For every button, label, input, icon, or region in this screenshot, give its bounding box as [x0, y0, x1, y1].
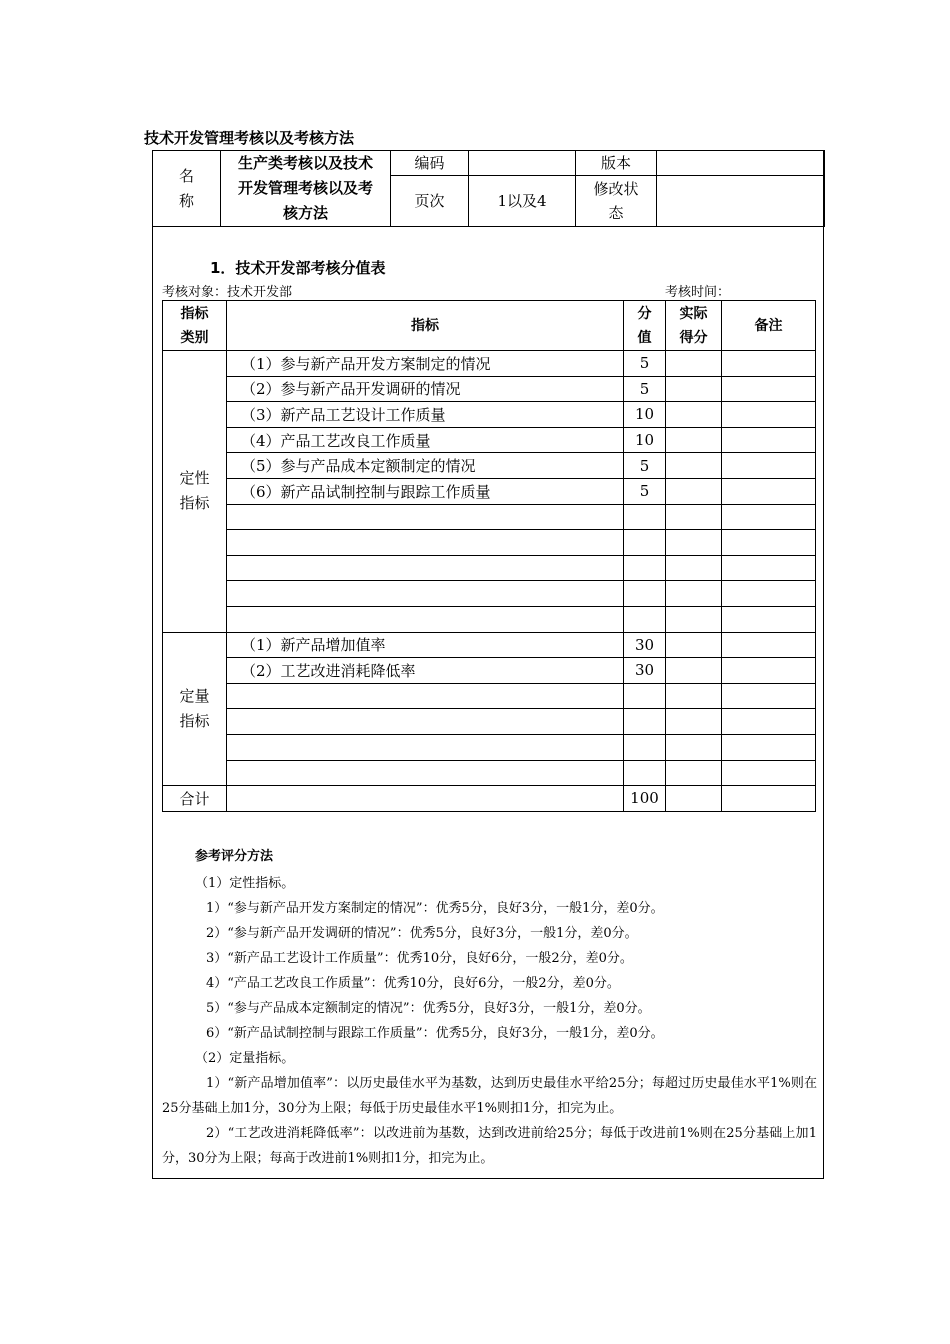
table-row-actual[interactable] [666, 427, 722, 453]
table-row-score: 5 [624, 478, 666, 504]
table-row-actual[interactable] [666, 351, 722, 377]
table-row-score: 5 [624, 351, 666, 377]
method-item: 2）“参与新产品开发调研的情况”：优秀5分，良好3分，一般1分，差0分。 [206, 926, 638, 941]
name-value [221, 151, 391, 227]
method-item: 1）“参与新产品开发方案制定的情况”：优秀5分，良好3分，一般1分，差0分。 [206, 901, 664, 916]
method-item: 6）“新产品试制控制与跟踪工作质量”：优秀5分，良好3分，一般1分，差0分。 [206, 1026, 664, 1041]
table-row-note[interactable] [722, 427, 816, 453]
table-row-score: 30 [624, 632, 666, 658]
table-row-note[interactable] [722, 632, 816, 658]
method-item: 3）“新产品工艺设计工作质量”：优秀10分，良好6分，一般2分，差0分。 [206, 951, 633, 966]
page-label: 页次 [391, 176, 469, 227]
assessment-target: 考核对象：技术开发部 [162, 285, 293, 300]
empty-row [163, 734, 816, 760]
qualitative-heading: （1）定性指标。 [195, 876, 295, 891]
code-value [469, 151, 576, 176]
total-note[interactable] [722, 786, 816, 812]
empty-row [163, 530, 816, 556]
page-value: 1以及4 [469, 176, 576, 227]
table-row-note[interactable] [722, 376, 816, 402]
total-label: 合计 [163, 786, 227, 812]
header-actual: 实际得分 [666, 301, 722, 351]
code-label: 编码 [391, 151, 469, 176]
table-row-actual[interactable] [666, 632, 722, 658]
version-value [657, 151, 825, 176]
name-value-line: 生产类考核以及技术 [237, 154, 373, 172]
header-item: 指标 [227, 301, 624, 351]
header-table [152, 150, 825, 227]
table-row-actual[interactable] [666, 376, 722, 402]
table-row-score: 5 [624, 376, 666, 402]
table-row-item: （1）新产品增加值率 [227, 632, 624, 658]
category-quantitative: 定量指标 [163, 632, 227, 786]
total-actual[interactable] [666, 786, 722, 812]
document-title: 技术开发管理考核以及考核方法 [144, 129, 355, 147]
revision-value [657, 176, 825, 227]
table-row-note[interactable] [722, 658, 816, 684]
table-row-item: （4）产品工艺改良工作质量 [227, 427, 624, 453]
table-row-note[interactable] [722, 453, 816, 479]
empty-row [163, 555, 816, 581]
table-row-item: （2）参与新产品开发调研的情况 [227, 376, 624, 402]
category-qualitative: 定性指标 [163, 351, 227, 633]
table-row-item: （2）工艺改进消耗降低率 [227, 658, 624, 684]
assessment-time: 考核时间： [665, 285, 731, 300]
version-label: 版本 [576, 151, 657, 176]
name-value-line: 开发管理考核以及考 [237, 179, 373, 197]
method-item: 4）“产品工艺改良工作质量”：优秀10分，良好6分，一般2分，差0分。 [206, 976, 620, 991]
name-value-line: 核方法 [282, 204, 328, 222]
method-title: 参考评分方法 [195, 849, 274, 864]
empty-row [163, 504, 816, 530]
score-table [162, 300, 816, 812]
table-row-note[interactable] [722, 402, 816, 428]
quantitative-heading: （2）定量指标。 [195, 1051, 295, 1066]
table-row-item: （5）参与产品成本定额制定的情况 [227, 453, 624, 479]
scoring-method [162, 845, 817, 1171]
method-item: 5）“参与产品成本定额制定的情况”：优秀5分，良好3分，一般1分，差0分。 [206, 1001, 651, 1016]
revision-label: 修改状态 [576, 176, 657, 227]
table-row-score: 5 [624, 453, 666, 479]
table-row-note[interactable] [722, 351, 816, 377]
empty-row [163, 709, 816, 735]
name-label: 名称 [153, 151, 221, 227]
header-category: 指标类别 [163, 301, 227, 351]
total-item [227, 786, 624, 812]
table-row-score: 10 [624, 402, 666, 428]
table-row-actual[interactable] [666, 453, 722, 479]
table-row-item: （1）参与新产品开发方案制定的情况 [227, 351, 624, 377]
method-item: 1）“新产品增加值率”：以历史最佳水平为基数，达到历史最佳水平给25分；每超过历史最佳水平1%则在25分基础上加1分，30分为上限；每低于历史最佳水平1%则扣1分，扣完为止。 [162, 1076, 817, 1116]
header-score: 分值 [624, 301, 666, 351]
header-note: 备注 [722, 301, 816, 351]
table-row-note[interactable] [722, 478, 816, 504]
section-title: 1．技术开发部考核分值表 [210, 259, 386, 277]
empty-row [163, 606, 816, 632]
table-row-score: 30 [624, 658, 666, 684]
table-row-actual[interactable] [666, 478, 722, 504]
table-row-item: （3）新产品工艺设计工作质量 [227, 402, 624, 428]
table-row-actual[interactable] [666, 402, 722, 428]
empty-row [163, 581, 816, 607]
table-row-actual[interactable] [666, 658, 722, 684]
table-row-score: 10 [624, 427, 666, 453]
table-row-item: （6）新产品试制控制与跟踪工作质量 [227, 478, 624, 504]
method-item: 2）“工艺改进消耗降低率”：以改进前为基数，达到改进前给25分；每低于改进前1%则在25分基础上加1分，30分为上限；每高于改进前1%则扣1分，扣完为止。 [162, 1126, 817, 1166]
empty-row [163, 683, 816, 709]
total-score: 100 [624, 786, 666, 812]
empty-row [163, 760, 816, 786]
